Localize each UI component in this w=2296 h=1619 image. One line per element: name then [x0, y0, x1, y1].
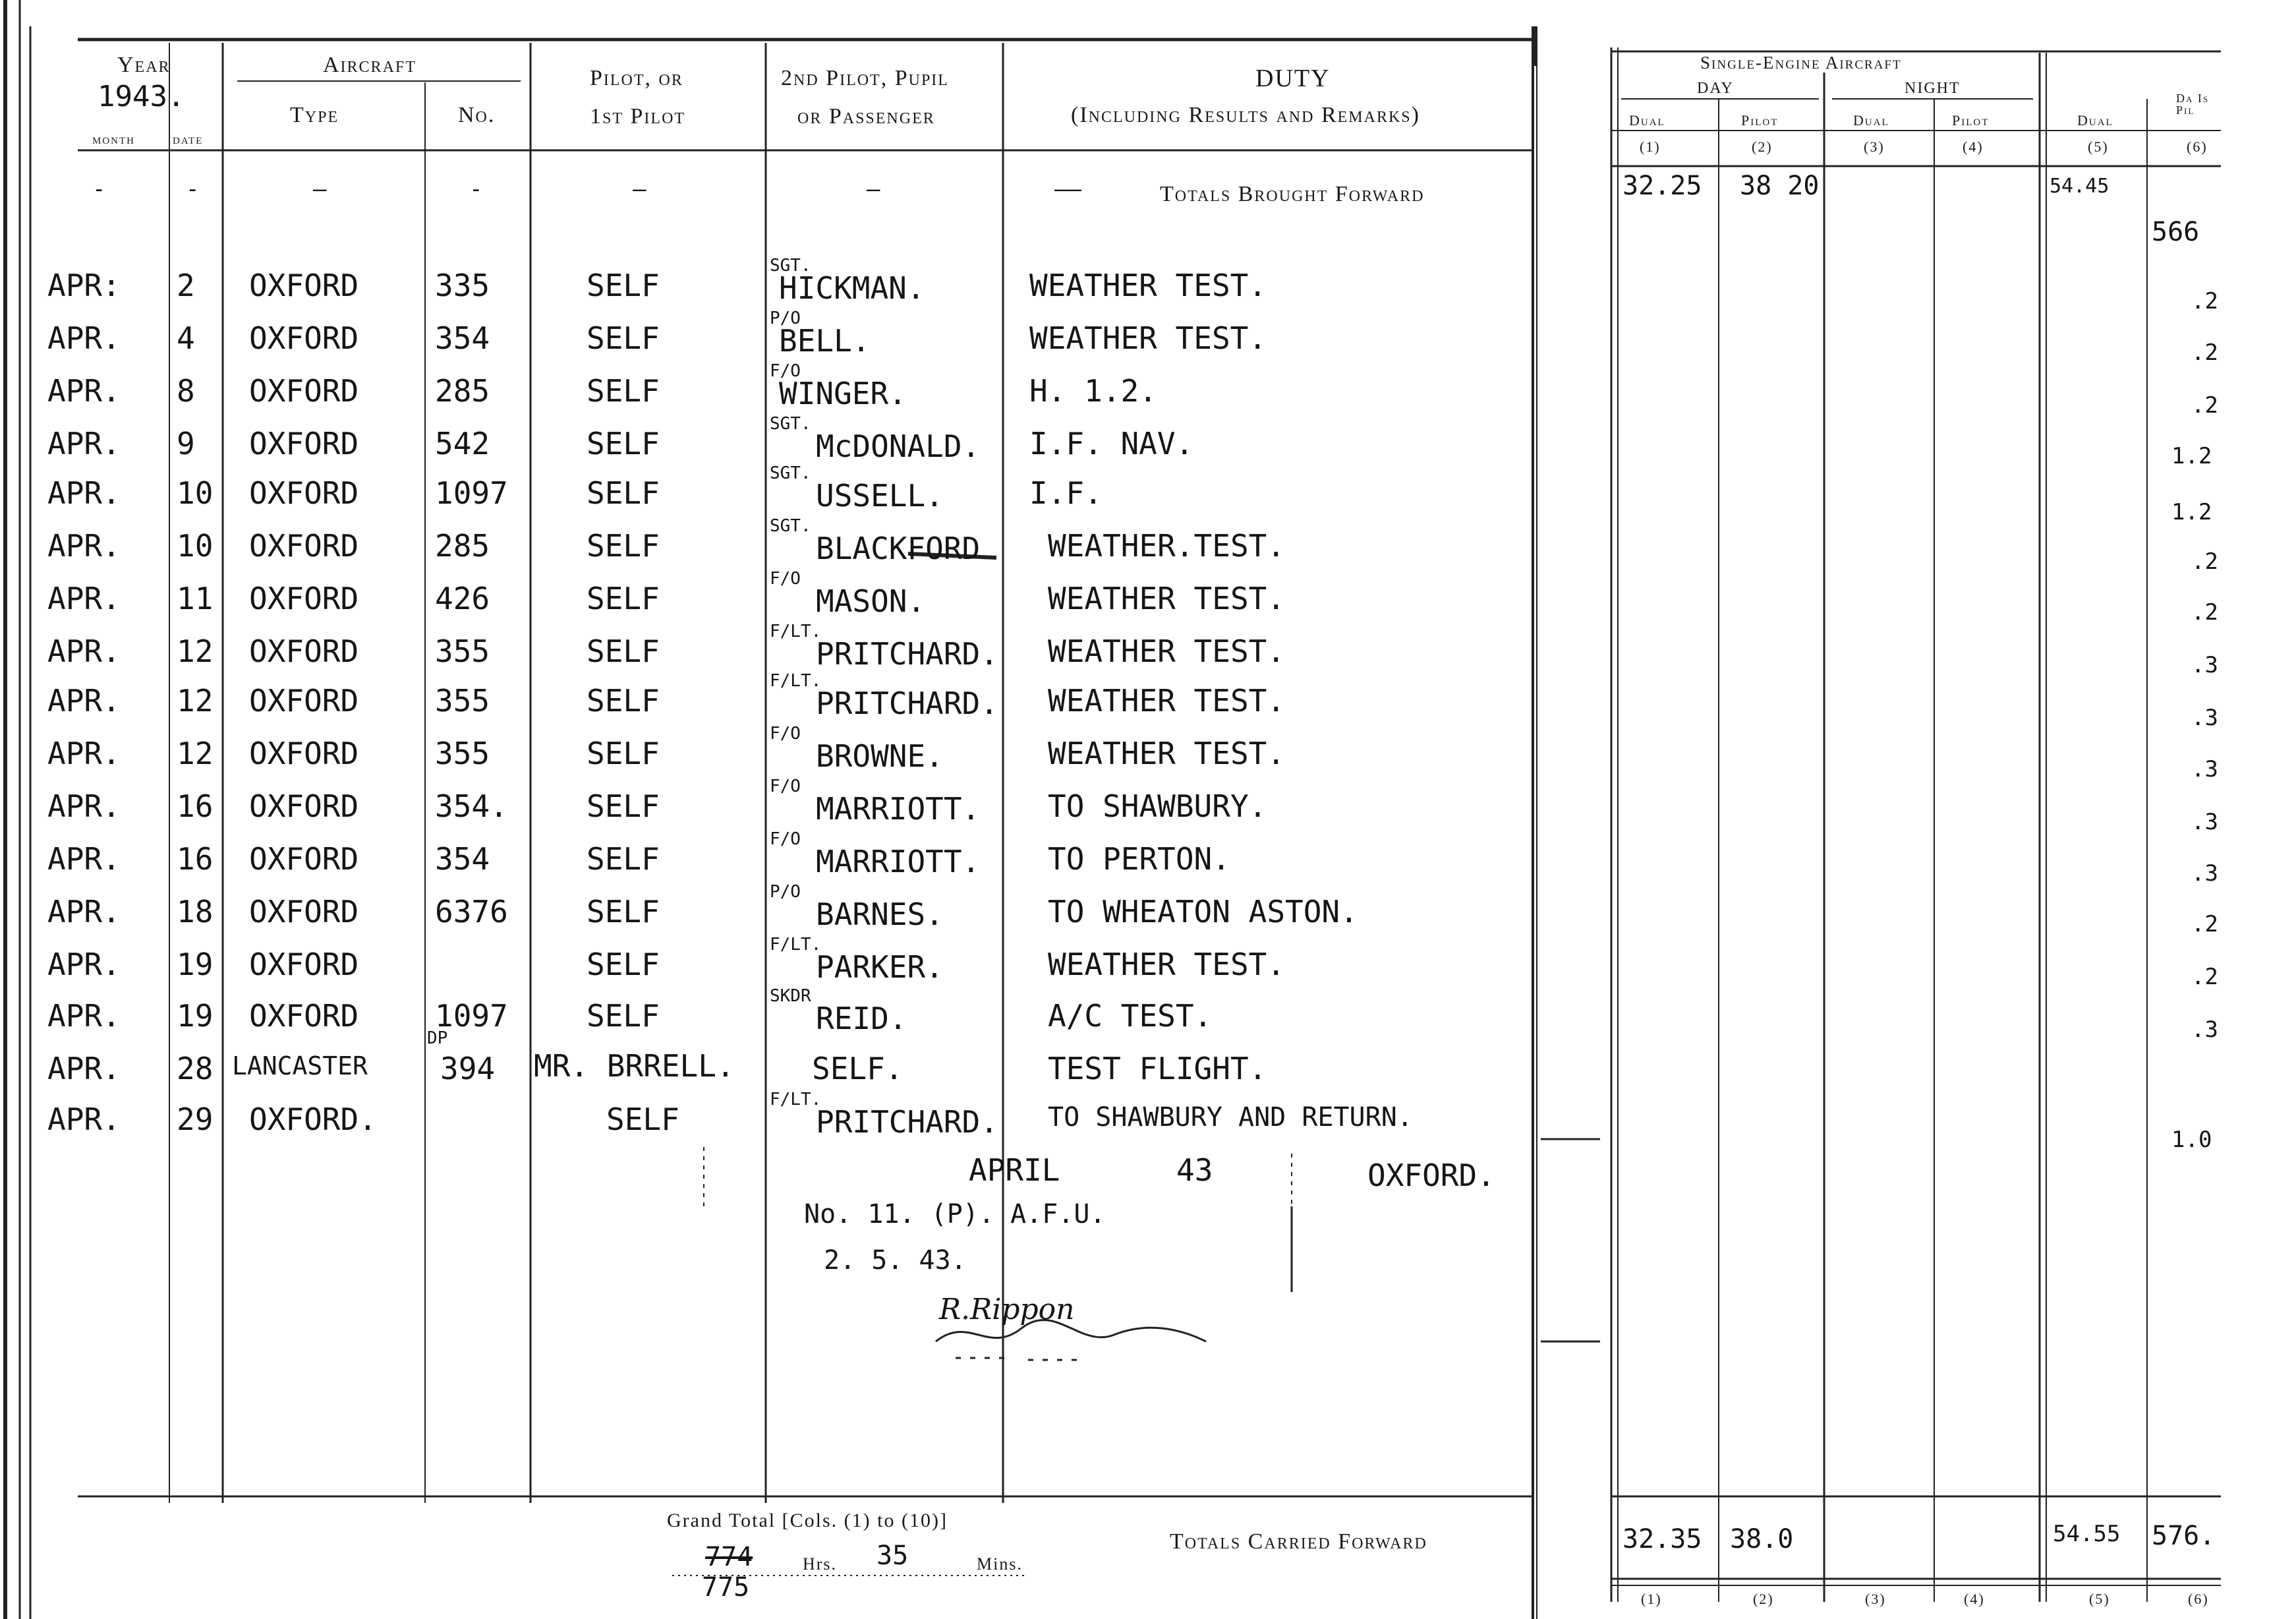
row-aircraft-type: OXFORD	[249, 581, 359, 616]
col6-entry: .2	[2191, 964, 2218, 990]
col6-entry: 1.0	[2171, 1127, 2212, 1153]
pilot-header-line1: Pilot, or	[590, 66, 683, 90]
row-month: APR.	[47, 633, 121, 669]
row-second-pilot: REID.	[816, 1001, 907, 1036]
date-header: date	[173, 131, 204, 147]
row-second-pilot: BARNES.	[816, 897, 944, 932]
row-second-pilot: HICKMAN.	[779, 270, 925, 306]
row-pilot: SELF	[587, 268, 660, 303]
right-footer-num: (5)	[2089, 1591, 2110, 1607]
right-col-num: (5)	[2088, 138, 2109, 155]
totals-carried-forward-label: Totals Carried Forward	[1170, 1529, 1427, 1554]
summary-year: 43	[1176, 1152, 1213, 1188]
row-duty: WEATHER TEST.	[1048, 736, 1286, 771]
right-col-name: Pilot	[1741, 112, 1779, 129]
row-second-title: F/LT.	[770, 622, 822, 641]
row-month: APR.	[47, 736, 121, 771]
row-month: APR.	[47, 788, 121, 824]
row-month: APR.	[47, 841, 121, 877]
row-date: 12	[177, 683, 214, 719]
col6-entry: .2	[2191, 339, 2218, 366]
cf-col-6: 576.	[2152, 1521, 2216, 1551]
row-aircraft-no: 394	[440, 1051, 496, 1086]
right-col-num: (2)	[1752, 138, 1773, 155]
right-footer-num: (3)	[1865, 1591, 1886, 1607]
row-month: APR.	[47, 1102, 121, 1137]
second-pilot-header-line2: or Passenger	[797, 104, 935, 129]
month-header: month	[92, 131, 135, 147]
row-aircraft-no: 355	[435, 736, 490, 771]
row-second-title: F/LT.	[770, 935, 822, 955]
right-col-name: Dual	[2077, 112, 2113, 129]
row-pilot: SELF	[587, 373, 660, 409]
row-duty: WEATHER.TEST.	[1048, 528, 1286, 564]
row-second-pilot: PRITCHARD.	[816, 636, 998, 672]
bf-dash: —	[633, 176, 646, 202]
row-date: 8	[177, 373, 195, 409]
row-duty: WEATHER TEST.	[1048, 683, 1286, 719]
row-month: APR:	[47, 268, 121, 303]
right-col-num: (6)	[2187, 138, 2208, 155]
col6-entry: .2	[2191, 599, 2218, 626]
row-pilot: SELF	[587, 736, 660, 771]
row-aircraft-type: OXFORD	[249, 894, 359, 929]
row-month: APR.	[47, 320, 121, 356]
row-pilot: SELF	[587, 683, 660, 719]
row-aircraft-no: 1097	[435, 475, 508, 511]
signature-flourish	[929, 1302, 1298, 1381]
row-aircraft-type: OXFORD.	[249, 1102, 377, 1137]
row-second-title: F/O	[770, 777, 801, 796]
row-second-title: SGT.	[770, 256, 811, 276]
col6-entry: 1.2	[2171, 443, 2212, 469]
row-duty: WEATHER TEST.	[1048, 581, 1286, 616]
row-aircraft-no: 285	[435, 528, 490, 564]
row-aircraft-no: 426	[435, 581, 490, 616]
row-duty: TO WHEATON ASTON.	[1048, 894, 1358, 929]
row-aircraft-no: 355	[435, 633, 490, 669]
row-second-pilot: BELL.	[779, 323, 871, 359]
col6-entry: .2	[2191, 548, 2218, 575]
row-month: APR.	[47, 475, 121, 511]
bf-pilot-2: 38 20	[1740, 171, 1820, 201]
row-date: 19	[177, 998, 214, 1034]
right-col-name: Dual	[1629, 112, 1665, 129]
row-duty: WEATHER TEST.	[1029, 320, 1267, 356]
row-month: APR.	[47, 683, 121, 719]
row-aircraft-type: OXFORD	[249, 947, 359, 982]
aircraft-type-header: Type	[290, 103, 339, 127]
row-aircraft-no: 335	[435, 268, 490, 303]
totals-brought-forward-label: Totals Brought Forward	[1160, 182, 1425, 206]
cf-dual-1: 32.35	[1622, 1524, 1702, 1554]
row-aircraft-type: OXFORD	[249, 373, 359, 409]
col6-entry: .3	[2191, 652, 2218, 678]
row-second-title: P/O	[770, 882, 801, 902]
row-second-title: F/O	[770, 829, 801, 849]
row-pilot: SELF	[587, 633, 660, 669]
row-aircraft-type: OXFORD	[249, 268, 359, 303]
row-second-title: F/O	[770, 569, 801, 589]
row-second-pilot: BLACKFORD	[816, 531, 981, 566]
row-month: APR.	[47, 528, 121, 564]
bf-dash: —	[313, 176, 327, 202]
row-date: 11	[177, 581, 214, 616]
row-second-title: SGT.	[770, 414, 811, 434]
row-aircraft-no: 355	[435, 683, 490, 719]
row-aircraft-type: OXFORD	[249, 736, 359, 771]
row-aircraft-no: 285	[435, 373, 490, 409]
col6-entry: .3	[2191, 1016, 2218, 1043]
row-pilot: SELF	[587, 320, 660, 356]
row-pilot: MR. BRRELL.	[534, 1048, 735, 1084]
row-aircraft-type: OXFORD	[249, 841, 359, 877]
row-duty: TO PERTON.	[1048, 841, 1230, 877]
col6-entry: .3	[2191, 705, 2218, 731]
signature: R.Rippon	[939, 1293, 1075, 1326]
row-duty: I.F. NAV.	[1029, 426, 1194, 461]
right-col-name: Dual	[1853, 112, 1889, 129]
row-duty: WEATHER TEST.	[1048, 947, 1286, 982]
day-header: DAY	[1697, 80, 1734, 97]
row-second-pilot: BROWNE.	[816, 738, 944, 774]
row-date: 19	[177, 947, 214, 982]
row-second-title: F/LT.	[770, 1090, 822, 1109]
bf-dash: ——	[1054, 176, 1081, 202]
col6-entry: .3	[2191, 860, 2218, 887]
summary-date: 2. 5. 43.	[824, 1245, 967, 1276]
pilot-header-line2: 1st Pilot	[590, 104, 686, 129]
row-date: 10	[177, 528, 214, 564]
hrs-label: Hrs.	[803, 1554, 838, 1574]
row-aircraft-type: OXFORD	[249, 998, 359, 1034]
row-second-pilot: MARRIOTT.	[816, 844, 981, 879]
row-second-pilot: USSELL.	[816, 478, 944, 514]
col6-entry: .3	[2191, 809, 2218, 835]
right-col-num: (1)	[1640, 138, 1661, 155]
row-date: 29	[177, 1102, 214, 1137]
grand-total-mins: 35	[876, 1541, 909, 1571]
bf-dual-5: 54.45	[2050, 175, 2109, 198]
mins-label: Mins.	[977, 1554, 1023, 1574]
row-second-title: SGT.	[770, 463, 811, 483]
row-month: APR.	[47, 581, 121, 616]
row-pilot: SELF	[587, 998, 660, 1034]
right-col-num: (3)	[1864, 138, 1885, 155]
row-date: 4	[177, 320, 195, 356]
row-duty: WEATHER TEST.	[1029, 268, 1267, 303]
bf-dash: -	[92, 176, 106, 202]
row-aircraft-no: 354.	[435, 788, 508, 824]
year-header: Year	[117, 53, 171, 77]
row-pilot: SELF	[587, 528, 660, 564]
col6-entry: .2	[2191, 911, 2218, 937]
row-pilot: SELF	[606, 1102, 679, 1137]
year-value: 1943.	[98, 80, 185, 113]
row-second-title: F/O	[770, 724, 801, 744]
bf-dash: -	[469, 176, 483, 202]
row-aircraft-type: OXFORD	[249, 426, 359, 461]
row-date: 12	[177, 633, 214, 669]
row-aircraft-no: 6376	[435, 894, 508, 929]
row-month: APR.	[47, 426, 121, 461]
row-aircraft-type: OXFORD	[249, 528, 359, 564]
right-footer-num: (4)	[1964, 1591, 1985, 1607]
summary-aircraft: OXFORD.	[1367, 1158, 1495, 1193]
right-footer-num: (1)	[1641, 1591, 1662, 1607]
row-pilot: SELF	[587, 475, 660, 511]
row-date: 9	[177, 426, 195, 461]
row-date: 2	[177, 268, 195, 303]
right-col-name: Pilot	[1952, 112, 1990, 129]
row-duty: WEATHER TEST.	[1048, 633, 1286, 669]
col6-entry: 1.2	[2171, 499, 2212, 525]
row-duty: TEST FLIGHT.	[1048, 1051, 1267, 1086]
row-second-pilot: PRITCHARD.	[816, 686, 998, 721]
row-date: 10	[177, 475, 214, 511]
row-second-pilot: MASON.	[816, 583, 926, 619]
bf-col-6: 566	[2152, 217, 2200, 247]
row-second-title: SKDR	[770, 986, 811, 1006]
bf-dash: -	[186, 176, 200, 202]
row-aircraft-no: 1097	[435, 998, 508, 1034]
row-second-pilot: McDONALD.	[816, 428, 981, 464]
row-second-title: P/O	[770, 309, 801, 328]
row-date: 16	[177, 788, 214, 824]
row-duty: TO SHAWBURY.	[1048, 788, 1267, 824]
col6-entry: .2	[2191, 392, 2218, 419]
row-second-title: F/O	[770, 361, 801, 381]
row-pilot: SELF	[587, 894, 660, 929]
row-date: 28	[177, 1051, 214, 1086]
row-aircraft-type: OXFORD	[249, 475, 359, 511]
row-date: 12	[177, 736, 214, 771]
row-duty: H. 1.2.	[1029, 373, 1157, 409]
grand-total-hrs: 774	[705, 1542, 753, 1572]
row-duty: A/C TEST.	[1048, 998, 1213, 1034]
summary-month: APRIL	[969, 1152, 1060, 1188]
cf-dual-5: 54.55	[2053, 1521, 2121, 1547]
row-pilot: SELF	[587, 841, 660, 877]
row-second-title: F/LT.	[770, 671, 822, 691]
row-pilot: SELF	[587, 788, 660, 824]
row-pilot: SELF	[587, 426, 660, 461]
row-second-pilot: MARRIOTT.	[816, 791, 981, 827]
grand-total-hrs-corrected: 775	[702, 1572, 750, 1603]
row-month: APR.	[47, 1051, 121, 1086]
row-second-pilot: PRITCHARD.	[816, 1104, 998, 1140]
row-month: APR.	[47, 894, 121, 929]
aircraft-header: Aircraft	[323, 53, 416, 77]
night-header: NIGHT	[1905, 80, 1961, 97]
single-engine-header: Single-Engine Aircraft	[1700, 53, 1902, 73]
row-aircraft-type: OXFORD	[249, 788, 359, 824]
duty-header: DUTY	[1255, 65, 1331, 92]
row-duty: TO SHAWBURY AND RETURN.	[1048, 1102, 1413, 1133]
right-footer-num: (2)	[1753, 1591, 1774, 1607]
row-aircraft-no: 354	[435, 320, 490, 356]
row-aircraft-no: 542	[435, 426, 490, 461]
row-pilot: SELF	[587, 581, 660, 616]
row-aircraft-type: OXFORD	[249, 683, 359, 719]
right-footer-num: (6)	[2188, 1591, 2209, 1607]
aircraft-no-header: No.	[458, 103, 496, 127]
col6-entry: .3	[2191, 756, 2218, 782]
row-month: APR.	[47, 998, 121, 1034]
row-second-title: SGT.	[770, 516, 811, 536]
bf-dash: —	[867, 176, 880, 202]
summary-unit: No. 11. (P). A.F.U.	[804, 1199, 1106, 1229]
second-pilot-header-line1: 2nd Pilot, Pupil	[781, 66, 949, 90]
right-col-num: (4)	[1963, 138, 1984, 155]
row-second-pilot: SELF.	[812, 1051, 904, 1086]
bf-dual-1: 32.25	[1622, 171, 1702, 201]
right-col-name: Da Is Pil	[2176, 92, 2210, 117]
aircraft-no-prefix: DP	[427, 1028, 448, 1048]
grand-total-label: Grand Total [Cols. (1) to (10)]	[667, 1510, 948, 1531]
row-month: APR.	[47, 373, 121, 409]
row-date: 16	[177, 841, 214, 877]
row-month: APR.	[47, 947, 121, 982]
row-pilot: SELF	[587, 947, 660, 982]
row-aircraft-type: LANCASTER	[232, 1051, 368, 1080]
row-duty: I.F.	[1029, 475, 1103, 511]
cf-pilot-2: 38.0	[1730, 1524, 1794, 1554]
row-aircraft-type: OXFORD	[249, 633, 359, 669]
row-date: 18	[177, 894, 214, 929]
row-aircraft-no: 354	[435, 841, 490, 877]
col6-entry: .2	[2191, 288, 2218, 314]
row-second-pilot: PARKER.	[816, 949, 944, 985]
row-second-pilot: WINGER.	[779, 376, 907, 411]
duty-subheader: (Including Results and Remarks)	[1071, 103, 1420, 127]
row-aircraft-type: OXFORD	[249, 320, 359, 356]
